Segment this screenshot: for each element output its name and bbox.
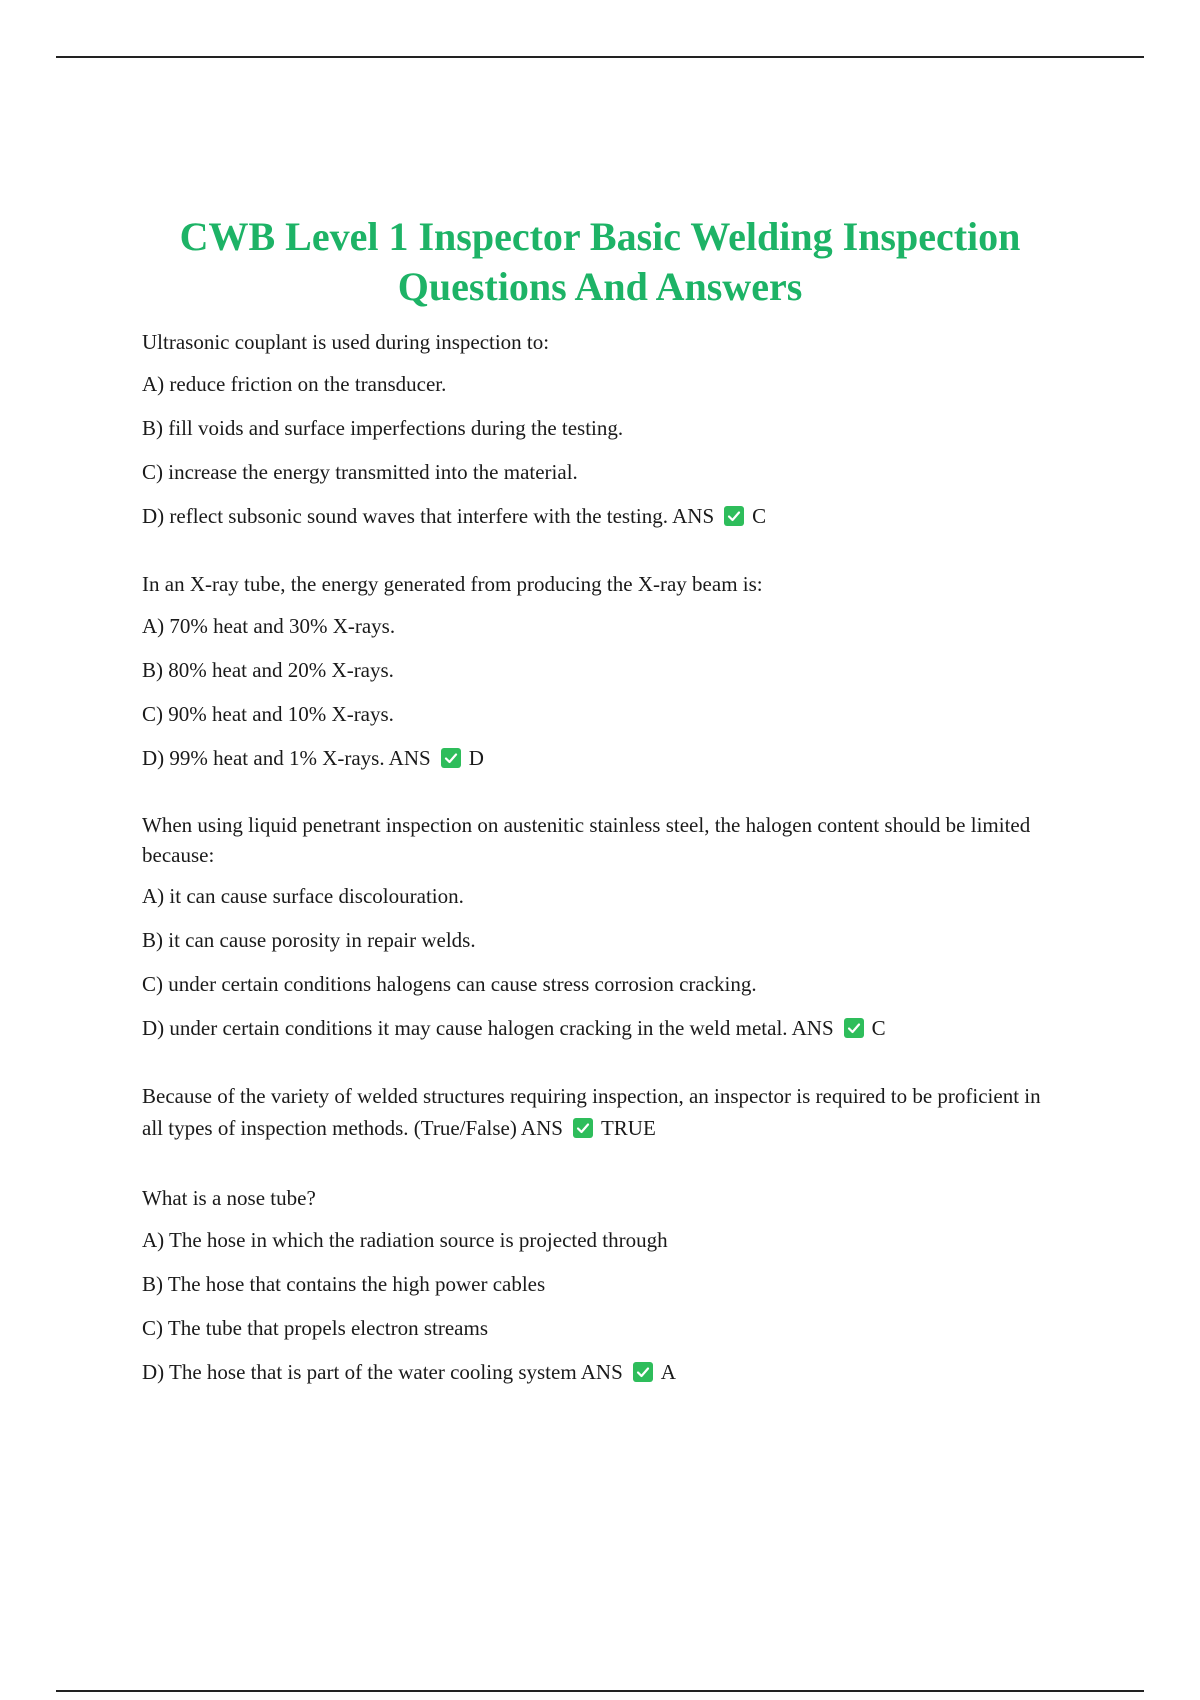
- question-text: When using liquid penetrant inspection on austenitic stainless steel, the halogen content should be limited because:: [142, 813, 1031, 867]
- option-d-text: D) under certain conditions it may cause halogen cracking in the weld metal. ANS: [142, 1016, 834, 1040]
- option-d-text: D) The hose that is part of the water cooling system ANS: [142, 1360, 623, 1384]
- option-c: C) 90% heat and 10% X-rays.: [142, 702, 394, 726]
- question-text-body: Because of the variety of welded structures requiring inspection, an inspector is required to be proficient in all types of inspection methods. (True/False) ANS: [142, 1084, 1041, 1140]
- header-rule: [56, 56, 1144, 58]
- option-d: [142, 1014, 1042, 1042]
- question-text: What is a nose tube?: [142, 1186, 316, 1210]
- answer-value: C: [752, 504, 767, 528]
- option-d-text: D) 99% heat and 1% X-rays. ANS: [142, 746, 431, 770]
- option-a: A) 70% heat and 30% X-rays.: [142, 614, 396, 638]
- question-text: In an X-ray tube, the energy generated from producing the X-ray beam is:: [142, 572, 763, 596]
- option-a: A) reduce friction on the transducer.: [142, 372, 447, 396]
- option-c: C) The tube that propels electron streams: [142, 1316, 489, 1340]
- question-text: Ultrasonic couplant is used during inspection to:: [142, 330, 550, 354]
- option-b: B) fill voids and surface imperfections during the testing.: [142, 416, 624, 440]
- page-title: CWB Level 1 Inspector Basic Welding Inspection Questions And Answers: [179, 214, 1021, 309]
- question-block: [142, 1080, 1042, 1144]
- answer-value: A: [660, 1360, 676, 1384]
- check-icon: [633, 1362, 653, 1382]
- option-b: B) it can cause porosity in repair welds.: [142, 928, 476, 952]
- check-icon: [573, 1118, 593, 1138]
- option-b: B) 80% heat and 20% X-rays.: [142, 658, 394, 682]
- check-icon: [441, 748, 461, 768]
- option-b: B) The hose that contains the high power cables: [142, 1272, 546, 1296]
- answer-value: C: [871, 1016, 886, 1040]
- answer-value: TRUE: [600, 1116, 656, 1140]
- answer-value: D: [468, 746, 484, 770]
- check-icon: [724, 506, 744, 526]
- question-block: [142, 810, 1042, 1042]
- question-block: [142, 326, 1042, 530]
- option-c: C) under certain conditions halogens can cause stress corrosion cracking.: [142, 972, 757, 996]
- question-block: [142, 568, 1042, 772]
- option-d: [142, 744, 1042, 772]
- option-c: C) increase the energy transmitted into the material.: [142, 460, 578, 484]
- check-icon: [844, 1018, 864, 1038]
- option-d: [142, 1358, 1042, 1386]
- question-block: [142, 1182, 1042, 1386]
- option-d-text: D) reflect subsonic sound waves that interfere with the testing. ANS: [142, 504, 715, 528]
- option-a: A) The hose in which the radiation source is projected through: [142, 1228, 668, 1252]
- footer-rule: [56, 1690, 1144, 1692]
- question-text: [142, 1080, 1042, 1144]
- question-list: [142, 326, 1042, 1424]
- option-d: [142, 502, 1042, 530]
- option-a: A) it can cause surface discolouration.: [142, 884, 464, 908]
